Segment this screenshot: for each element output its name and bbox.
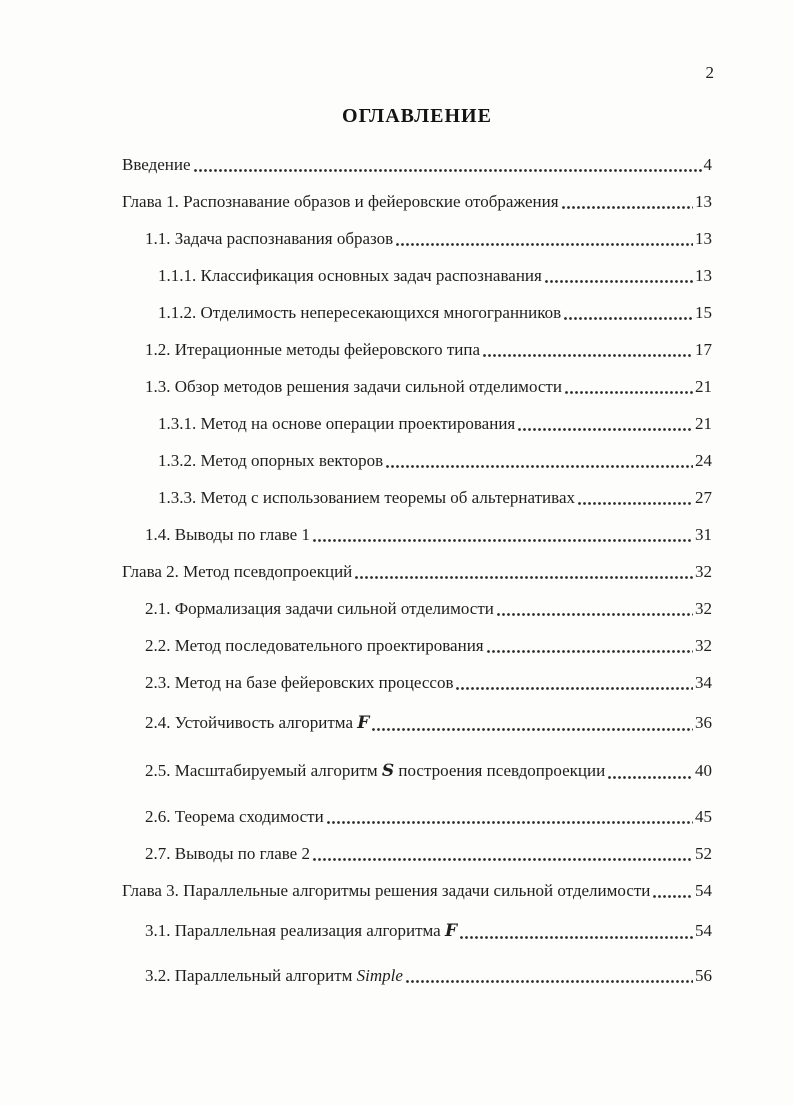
toc-entry <box>122 805 712 828</box>
toc-entry-text <box>145 805 324 828</box>
toc-entry <box>122 560 712 583</box>
toc-entry-text <box>145 597 494 620</box>
toc-entry-text <box>158 449 383 472</box>
toc-entry <box>122 879 712 902</box>
toc-entry-page: 13 <box>695 266 712 285</box>
dot-leader <box>456 687 693 690</box>
toc-entry <box>122 634 712 657</box>
dot-leader <box>372 728 693 731</box>
dot-leader <box>578 502 693 505</box>
italic-term: Simple <box>356 966 403 985</box>
toc-entry-page: 34 <box>695 673 712 692</box>
entry-text-segment: 1.2. Итерационные методы фейеровского типа <box>145 340 481 359</box>
dot-leader <box>564 317 693 320</box>
toc-entry-text <box>145 919 457 943</box>
toc-list <box>122 153 712 987</box>
toc-entry-page: 32 <box>695 562 712 581</box>
toc-entry <box>122 301 712 324</box>
toc-entry <box>122 711 712 735</box>
toc-entry-text <box>145 338 480 361</box>
toc-entry-text <box>145 964 403 987</box>
entry-text-segment: 2.2. Метод последовательного проектирования <box>145 636 484 655</box>
toc-title: ОГЛАВЛЕНИЕ <box>342 105 492 127</box>
dot-leader <box>483 354 693 357</box>
entry-text-segment: 3.2. Параллельный алгоритм <box>145 966 357 985</box>
toc-entry <box>122 523 712 546</box>
toc-entry-text <box>158 486 575 509</box>
entry-text-segment: 3.1. Параллельная реализация алгоритма <box>145 921 445 940</box>
toc-entry-page: 45 <box>695 807 712 826</box>
dot-leader <box>653 895 693 898</box>
toc-entry-page: 21 <box>695 377 712 396</box>
dot-leader <box>355 576 693 579</box>
entry-text-segment: 2.7. Выводы по главе 2 <box>145 844 310 863</box>
dot-leader <box>460 936 693 939</box>
entry-text-segment: 1.3. Обзор методов решения задачи сильной отделимости <box>145 377 562 396</box>
toc-entry-text <box>122 190 559 213</box>
toc-entry-page: 54 <box>695 921 712 940</box>
toc-entry-text <box>158 264 542 287</box>
entry-text-segment: 1.3.1. Метод на основе операции проектирования <box>158 414 516 433</box>
dot-leader <box>327 821 693 824</box>
toc-entry-page: 40 <box>695 761 712 780</box>
toc-entry-text <box>158 301 561 324</box>
toc-entry-page: 54 <box>695 881 712 900</box>
toc-entry-text <box>145 375 562 398</box>
toc-entry-page: 13 <box>695 192 712 211</box>
dot-leader <box>545 280 693 283</box>
entry-text-segment: 1.3.3. Метод с использованием теоремы об альтернативах <box>158 488 575 507</box>
toc-entry-page: 4 <box>703 155 712 174</box>
dot-leader <box>396 243 693 246</box>
toc-entry-page: 13 <box>695 229 712 248</box>
entry-text-segment: Введение <box>122 155 191 174</box>
dot-leader <box>565 391 693 394</box>
toc-entry-text <box>122 153 191 176</box>
toc-entry <box>122 412 712 435</box>
entry-text-segment: 2.5. Масштабируемый алгоритм <box>145 761 382 780</box>
toc-entry <box>122 449 712 472</box>
toc-entry-text <box>122 560 352 583</box>
dot-leader <box>497 613 693 616</box>
fraktur-symbol: F <box>444 921 458 941</box>
entry-text-segment: 1.1.2. Отделимость непересекающихся многогранников <box>158 303 562 322</box>
dot-leader <box>313 858 693 861</box>
dot-leader <box>562 206 693 209</box>
entry-text-segment: Глава 2. Метод псевдопроекций <box>122 562 353 581</box>
toc-entry <box>122 264 712 287</box>
toc-entry-text <box>145 711 369 735</box>
toc-entry <box>122 227 712 250</box>
toc-entry <box>122 486 712 509</box>
dot-leader <box>313 539 693 542</box>
toc-entry-page: 24 <box>695 451 712 470</box>
dot-leader <box>487 650 693 653</box>
entry-text-segment: 2.6. Теорема сходимости <box>145 807 324 826</box>
toc-entry <box>122 338 712 361</box>
toc-entry-text <box>145 227 393 250</box>
entry-text-segment: Глава 1. Распознавание образов и фейеровские отображения <box>122 192 559 211</box>
dot-leader <box>518 428 693 431</box>
fraktur-symbol: F <box>357 713 370 733</box>
toc-entry <box>122 190 712 213</box>
toc-entry-text <box>145 523 310 546</box>
toc-entry-text <box>145 671 453 694</box>
dot-leader <box>386 465 693 468</box>
entry-text-segment: построения псевдопроекции <box>394 761 606 780</box>
toc-entry-text <box>145 842 310 865</box>
entry-text-segment: 1.4. Выводы по главе 1 <box>145 525 310 544</box>
toc-entry-page: 21 <box>695 414 712 433</box>
toc-entry-page: 32 <box>695 636 712 655</box>
toc-entry-page: 15 <box>695 303 712 322</box>
toc-entry <box>122 375 712 398</box>
toc-entry-page: 27 <box>695 488 712 507</box>
toc-entry <box>122 153 712 176</box>
toc-entry <box>122 671 712 694</box>
toc-entry-page: 56 <box>695 966 712 985</box>
toc-entry <box>122 964 712 987</box>
toc-entry-text <box>145 634 484 657</box>
entry-text-segment: 2.4. Устойчивость алгоритма <box>145 713 358 732</box>
toc-entry <box>122 597 712 620</box>
toc-entry <box>122 842 712 865</box>
toc-entry-page: 31 <box>695 525 712 544</box>
dot-leader <box>608 776 693 779</box>
toc-entry-text <box>145 759 605 783</box>
fraktur-symbol: S <box>381 761 395 781</box>
page-number: 2 <box>705 63 714 82</box>
dot-leader <box>194 169 702 172</box>
toc-entry <box>122 919 712 943</box>
toc-entry-page: 36 <box>695 713 712 732</box>
entry-text-segment: 1.3.2. Метод опорных векторов <box>158 451 384 470</box>
entry-text-segment: 2.3. Метод на базе фейеровских процессов <box>145 673 454 692</box>
entry-text-segment: 1.1.1. Классификация основных задач распознавания <box>158 266 542 285</box>
entry-text-segment: 1.1. Задача распознавания образов <box>145 229 394 248</box>
toc-entry <box>122 759 712 783</box>
toc-entry-text <box>158 412 515 435</box>
entry-text-segment: Глава 3. Параллельные алгоритмы решения задачи сильной отделимости <box>122 881 651 900</box>
toc-entry-text <box>122 879 650 902</box>
dot-leader <box>406 980 693 983</box>
toc-entry-page: 17 <box>695 340 712 359</box>
toc-entry-page: 32 <box>695 599 712 618</box>
entry-text-segment: 2.1. Формализация задачи сильной отделимости <box>145 599 494 618</box>
toc-entry-page: 52 <box>695 844 712 863</box>
